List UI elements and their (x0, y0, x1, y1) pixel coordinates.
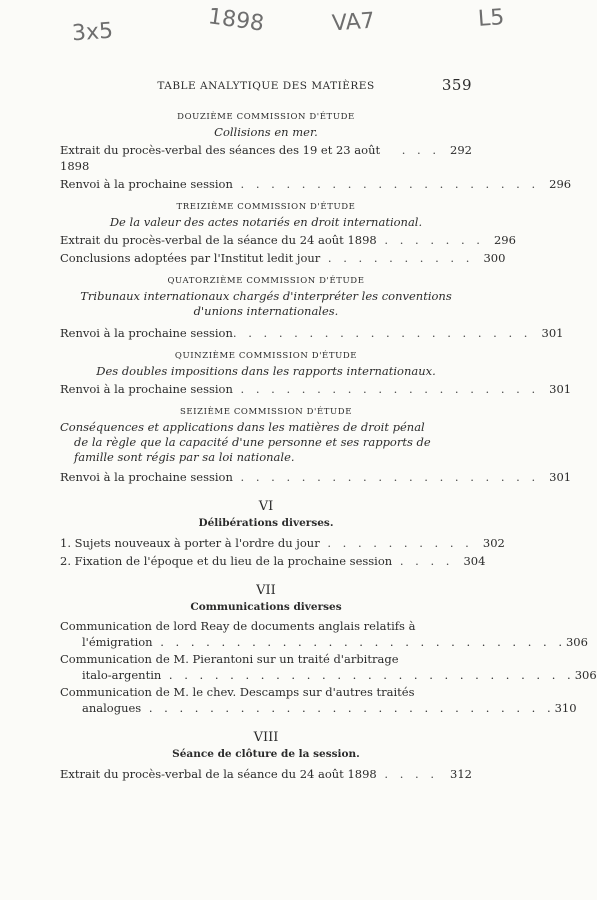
section-number: VI (258, 499, 274, 514)
entry-text: Renvoi à la prochaine session (60, 326, 233, 340)
toc-entry[interactable] (60, 325, 564, 341)
entry-page: 300 (483, 251, 506, 265)
commission-subtitle: De la valeur des actes notariés en droit international. (109, 215, 423, 229)
leader-dots: . . . (401, 143, 440, 157)
commission-subtitle-line: Tribunaux internationaux chargés d'interpréter les conventions (80, 289, 452, 303)
entry-text: Renvoi à la prochaine session (60, 470, 233, 484)
toc-entry[interactable] (60, 766, 472, 782)
leader-dots: . . . . . . . . . . . . . . . . . . . . (232, 326, 532, 340)
entry-page: 310 (554, 701, 577, 715)
header-title: TABLE ANALYTIQUE DES MATIÈRES (157, 80, 375, 92)
commission-heading: QUATORZIÈME COMMISSION D'ÉTUDE (167, 276, 365, 286)
entry-page: 302 (482, 536, 505, 550)
entry-page: 296 (493, 233, 516, 247)
section-title: Délibérations diverses. (198, 517, 334, 529)
leader-dots: . . . . . . . . . . . . . . . . . . . . (232, 470, 540, 484)
section-number: VIII (253, 730, 279, 745)
toc-entry[interactable] (60, 176, 572, 192)
handwritten-note-2: 1898 (206, 4, 266, 37)
leader-dots: . . . . (392, 554, 454, 568)
handwritten-note-1: 3x5 (71, 18, 114, 47)
commission-subtitle-line: famille sont régis par sa loi nationale. (74, 450, 295, 464)
handwritten-note-3: VA7 (331, 8, 376, 37)
entry-page: 301 (549, 470, 572, 484)
commission-heading: QUINZIÈME COMMISSION D'ÉTUDE (174, 351, 358, 361)
commission-subtitle-line: Conséquences et applications dans les matières de droit pénal (60, 420, 425, 434)
entry-text: Extrait du procès-verbal des séances des 19 et 23 août 1898 (60, 143, 381, 173)
toc-entry[interactable] (60, 250, 506, 266)
leader-dots: . . . . . . . . . . . . . . . . . . . . . . . . . . . (141, 701, 555, 715)
leader-dots: . . . . . . . (376, 233, 484, 247)
commission-subtitle-line: de la règle que la capacité d'une personne et ses rapports de (74, 435, 431, 449)
leader-dots: . . . . . . . . . . . . . . . . . . . . (232, 177, 540, 191)
leader-dots: . . . . . . . . . . (320, 251, 474, 265)
entry-text: Renvoi à la prochaine session (60, 382, 233, 396)
toc-entry[interactable] (60, 535, 505, 551)
entry-text-line: Communication de lord Reay de documents anglais relatifs à (60, 619, 416, 633)
entry-text: Extrait du procès-verbal de la séance du 24 août 1898 (60, 767, 377, 781)
entry-page: 312 (450, 767, 472, 781)
leader-dots: . . . . . . . . . . . . . . . . . . . . (232, 382, 540, 396)
page-content (60, 76, 597, 782)
entry-text: Renvoi à la prochaine session (60, 177, 233, 191)
page-number: 359 (441, 76, 472, 94)
section-number: VII (256, 583, 276, 598)
entry-text-line: l'émigration (82, 635, 153, 649)
entry-page: 296 (549, 177, 572, 191)
commission-heading: TREIZIÈME COMMISSION D'ÉTUDE (176, 202, 356, 212)
entry-page: 292 (450, 143, 472, 157)
entry-text-line: Communication de M. Pierantoni sur un traité d'arbitrage (60, 652, 399, 666)
entry-page: 306 (574, 668, 597, 682)
toc-entry[interactable] (60, 685, 577, 716)
entry-page: 301 (541, 326, 564, 340)
toc-entry[interactable] (60, 142, 472, 174)
toc-entry[interactable] (60, 619, 588, 650)
entry-page: 306 (565, 635, 588, 649)
leader-dots: . . . . (376, 767, 438, 781)
leader-dots: . . . . . . . . . . (319, 536, 473, 550)
toc-entry[interactable] (60, 652, 597, 683)
toc-entry[interactable] (60, 553, 486, 569)
section-title: Communications diverses (190, 601, 342, 613)
toc-entry[interactable] (60, 381, 572, 397)
entry-text: Extrait du procès-verbal de la séance du 24 août 1898 (60, 233, 377, 247)
section-title: Séance de clôture de la session. (172, 748, 360, 760)
entry-page: 301 (549, 382, 572, 396)
commission-subtitle: Des doubles impositions dans les rapports internationaux. (96, 364, 436, 378)
entry-text: Conclusions adoptées par l'Institut ledit jour (60, 251, 321, 265)
leader-dots: . . . . . . . . . . . . . . . . . . . . . . . . . . . (161, 668, 575, 682)
toc-entry[interactable] (60, 232, 516, 248)
leader-dots: . . . . . . . . . . . . . . . . . . . . . . . . . . . (152, 635, 566, 649)
commission-heading: DOUZIÈME COMMISSION D'ÉTUDE (177, 112, 355, 122)
handwritten-note-4: L5 (477, 5, 506, 32)
commission-subtitle-line: d'unions internationales. (193, 304, 339, 318)
entry-text-line: Communication de M. le chev. Descamps sur d'autres traités (60, 685, 415, 699)
toc-entry[interactable] (60, 469, 572, 485)
entry-text-line: italo-argentin (82, 668, 162, 682)
commission-subtitle: Collisions en mer. (214, 125, 318, 139)
entry-text: 1. Sujets nouveaux à porter à l'ordre du jour (60, 536, 320, 550)
commission-heading: SEIZIÈME COMMISSION D'ÉTUDE (179, 407, 353, 417)
entry-page: 304 (463, 554, 486, 568)
entry-text-line: analogues (82, 701, 142, 715)
running-header (60, 76, 472, 98)
entry-text: 2. Fixation de l'époque et du lieu de la prochaine session (60, 554, 393, 568)
